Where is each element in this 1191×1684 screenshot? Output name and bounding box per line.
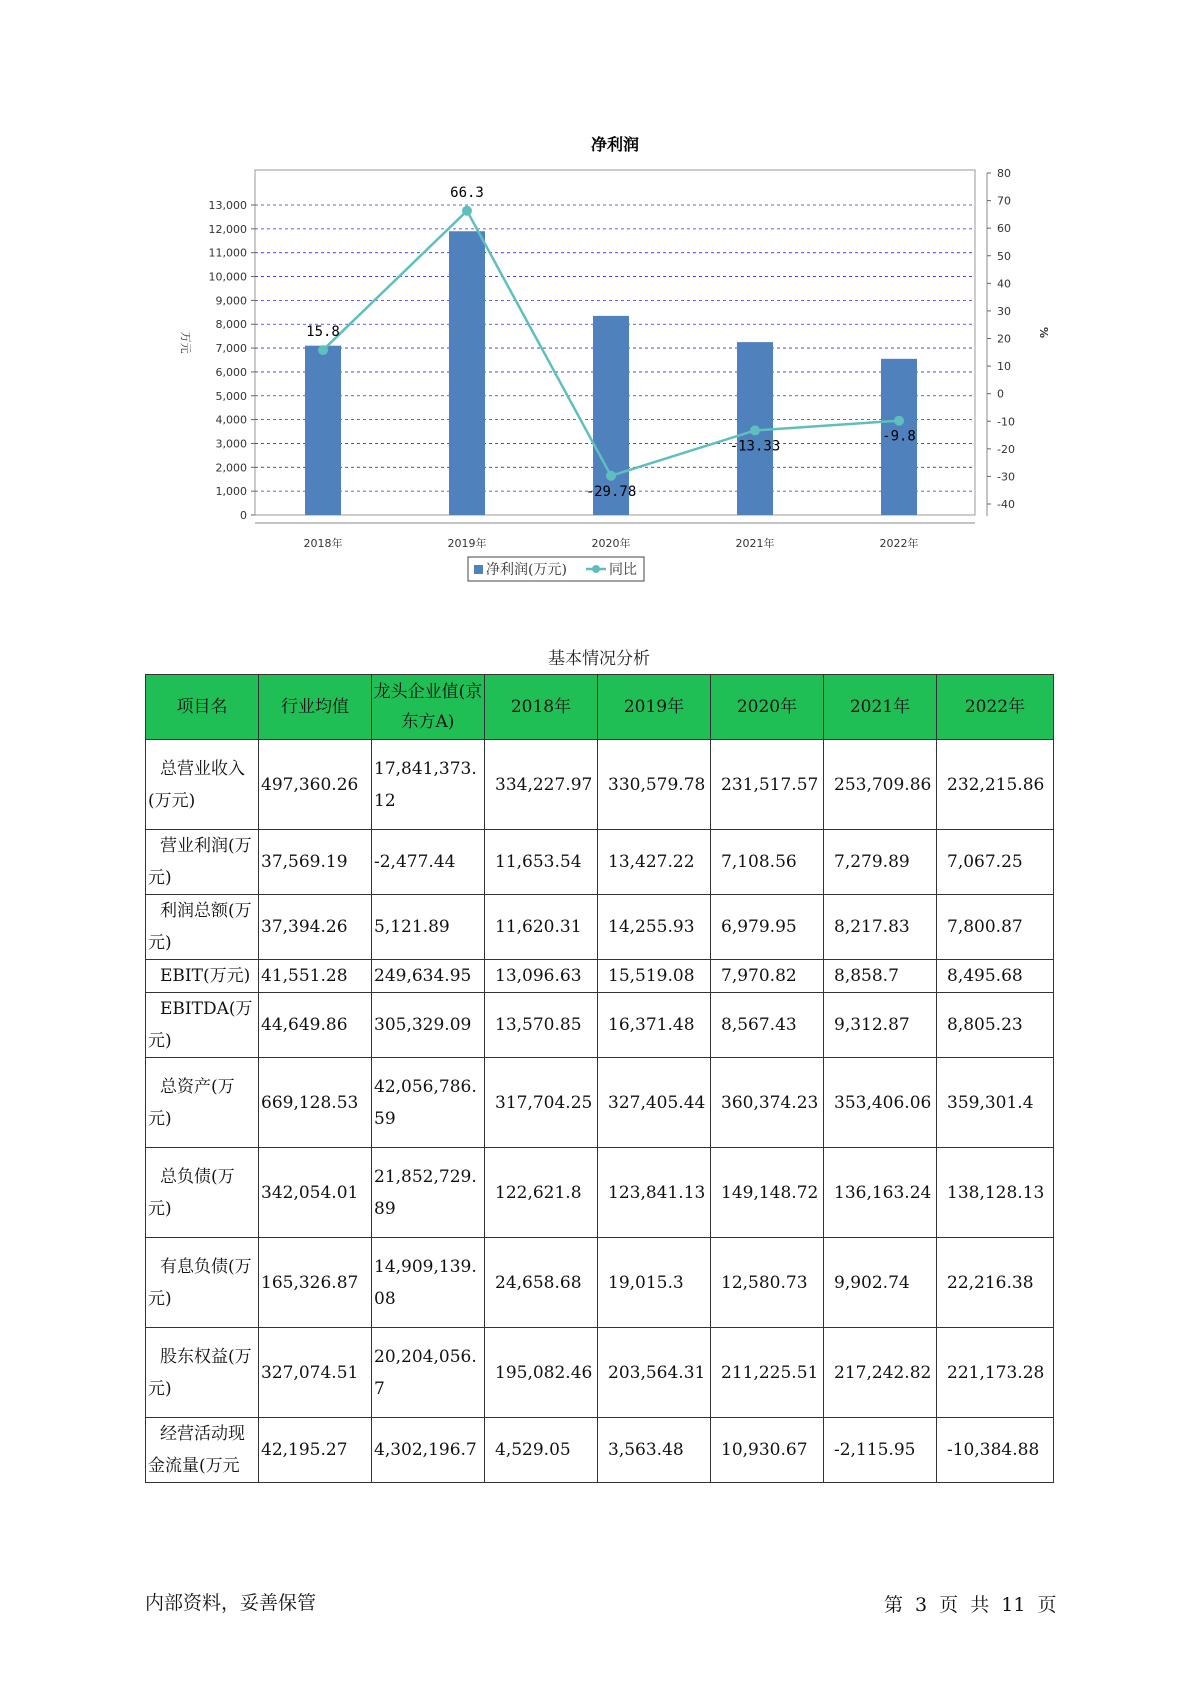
- row-label: 总负债(万元): [146, 1148, 259, 1238]
- table-cell: 317,704.25: [485, 1058, 598, 1148]
- table-cell: 305,329.09: [372, 993, 485, 1058]
- row-label: 总资产(万元): [146, 1058, 259, 1148]
- table-cell: 249,634.95: [372, 960, 485, 993]
- table-cell: 211,225.51: [711, 1328, 824, 1418]
- table-cell: 138,128.13: [937, 1148, 1054, 1238]
- row-label: 经营活动现金流量(万元: [146, 1418, 259, 1483]
- right-tick-label: 80: [997, 167, 1011, 180]
- basic-analysis-table: [145, 674, 1054, 1483]
- table-row: [146, 740, 1054, 830]
- right-tick-label: 0: [997, 387, 1004, 401]
- table-cell: 149,148.72: [711, 1148, 824, 1238]
- table-cell: 669,128.53: [259, 1058, 372, 1148]
- left-tick-label: 0: [240, 509, 247, 522]
- table-cell: 7,970.82: [711, 960, 824, 993]
- table-cell: 353,406.06: [824, 1058, 937, 1148]
- table-cell: 13,570.85: [485, 993, 598, 1058]
- left-tick-label: 12,000: [208, 222, 247, 236]
- header-2021: 2021年: [824, 675, 937, 740]
- x-tick-label: 2022年: [879, 537, 919, 550]
- table-cell: 37,569.19: [259, 830, 372, 895]
- table-cell: 359,301.4: [937, 1058, 1054, 1148]
- x-tick-label: 2020年: [591, 537, 631, 550]
- table-cell: 7,279.89: [824, 830, 937, 895]
- table-cell: 11,653.54: [485, 830, 598, 895]
- right-tick-label: -30: [997, 470, 1015, 484]
- table-cell: 3,563.48: [598, 1418, 711, 1483]
- table-cell: 24,658.68: [485, 1238, 598, 1328]
- table-cell: -2,115.95: [824, 1418, 937, 1483]
- table-cell: 14,909,139.08: [372, 1238, 485, 1328]
- table-cell: 9,312.87: [824, 993, 937, 1058]
- data-label-yoy: 66.3: [450, 184, 484, 201]
- table-cell: 497,360.26: [259, 740, 372, 830]
- table-cell: 7,067.25: [937, 830, 1054, 895]
- table-cell: 253,709.86: [824, 740, 937, 830]
- left-tick-label: 3,000: [215, 437, 247, 451]
- data-label-yoy: 15.8: [306, 324, 340, 341]
- point-yoy: [318, 345, 328, 355]
- left-tick-label: 8,000: [215, 318, 247, 332]
- table-row: [146, 1148, 1054, 1238]
- table-cell: 10,930.67: [711, 1418, 824, 1483]
- table-cell: 4,302,196.7: [372, 1418, 485, 1483]
- table-row: [146, 1418, 1054, 1483]
- data-label-yoy: -29.78: [585, 483, 637, 500]
- right-tick-label: 50: [997, 249, 1011, 263]
- legend-bar-swatch: [474, 565, 483, 574]
- left-tick-label: 11,000: [208, 246, 247, 260]
- chart-canvas: [160, 130, 1050, 600]
- right-axis-label: %: [1037, 326, 1050, 339]
- row-label: 总营业收入(万元): [146, 740, 259, 830]
- table-cell: 41,551.28: [259, 960, 372, 993]
- left-tick-label: 10,000: [208, 270, 247, 284]
- table-cell: 7,108.56: [711, 830, 824, 895]
- left-tick-label: 6,000: [215, 365, 247, 379]
- row-label: 有息负债(万元): [146, 1238, 259, 1328]
- table-cell: 22,216.38: [937, 1238, 1054, 1328]
- table-cell: 8,858.7: [824, 960, 937, 993]
- legend-line-marker: [592, 565, 600, 573]
- table-cell: -10,384.88: [937, 1418, 1054, 1483]
- table-cell: 19,015.3: [598, 1238, 711, 1328]
- left-tick-label: 4,000: [215, 413, 247, 427]
- table-cell: 11,620.31: [485, 895, 598, 960]
- table-cell: 4,529.05: [485, 1418, 598, 1483]
- table-cell: 8,217.83: [824, 895, 937, 960]
- left-tick-label: 7,000: [215, 342, 247, 356]
- table-title: 基本情况分析: [548, 649, 650, 669]
- table-cell: 6,979.95: [711, 895, 824, 960]
- table-row: [146, 895, 1054, 960]
- x-tick-label: 2021年: [735, 537, 775, 550]
- left-tick-label: 9,000: [215, 294, 247, 308]
- footer-confidential-note: 内部资料，妥善保管: [145, 1592, 317, 1614]
- right-tick-label: -20: [997, 442, 1015, 456]
- net-profit-chart: [160, 130, 1050, 600]
- right-tick-label: -40: [997, 498, 1015, 511]
- table-cell: 20,204,056.7: [372, 1328, 485, 1418]
- row-label: 利润总额(万元): [146, 895, 259, 960]
- table-cell: 12,580.73: [711, 1238, 824, 1328]
- right-tick-label: 40: [997, 277, 1011, 291]
- chart-title: 净利润: [590, 135, 640, 154]
- table-cell: 15,519.08: [598, 960, 711, 993]
- table-cell: 203,564.31: [598, 1328, 711, 1418]
- table-cell: 13,096.63: [485, 960, 598, 993]
- point-yoy: [894, 416, 904, 426]
- table-cell: 37,394.26: [259, 895, 372, 960]
- table-cell: 327,405.44: [598, 1058, 711, 1148]
- left-tick-label: 13,000: [208, 199, 247, 212]
- right-tick-label: -10: [997, 415, 1015, 429]
- table-row: [146, 1238, 1054, 1328]
- table-cell: 360,374.23: [711, 1058, 824, 1148]
- table-cell: 232,215.86: [937, 740, 1054, 830]
- table-row: [146, 1058, 1054, 1148]
- table-cell: 136,163.24: [824, 1148, 937, 1238]
- header-industry-avg: 行业均值: [259, 675, 372, 740]
- row-label: 营业利润(万元): [146, 830, 259, 895]
- table-cell: 221,173.28: [937, 1328, 1054, 1418]
- table-cell: 21,852,729.89: [372, 1148, 485, 1238]
- header-item-name: 项目名: [146, 675, 259, 740]
- table-cell: 231,517.57: [711, 740, 824, 830]
- right-tick-label: 70: [997, 194, 1011, 208]
- right-tick-label: 30: [997, 304, 1011, 318]
- right-tick-label: 10: [997, 360, 1011, 374]
- point-yoy: [462, 206, 472, 216]
- table-cell: 195,082.46: [485, 1328, 598, 1418]
- table-cell: 9,902.74: [824, 1238, 937, 1328]
- table-cell: 14,255.93: [598, 895, 711, 960]
- table-row: [146, 830, 1054, 895]
- point-yoy: [750, 425, 760, 435]
- header-2020: 2020年: [711, 675, 824, 740]
- x-tick-label: 2018年: [303, 537, 343, 550]
- table-cell: 8,805.23: [937, 993, 1054, 1058]
- left-tick-label: 2,000: [215, 461, 247, 475]
- table-cell: 16,371.48: [598, 993, 711, 1058]
- point-yoy: [606, 471, 616, 481]
- table-row: [146, 993, 1054, 1058]
- table-cell: 8,495.68: [937, 960, 1054, 993]
- header-leader-value: 龙头企业值(京东方A): [372, 675, 485, 740]
- left-axis-label: 万元: [179, 331, 192, 354]
- table-cell: 217,242.82: [824, 1328, 937, 1418]
- table-cell: 17,841,373.12: [372, 740, 485, 830]
- table-cell: 342,054.01: [259, 1148, 372, 1238]
- row-label: EBITDA(万元): [146, 993, 259, 1058]
- right-tick-label: 60: [997, 222, 1011, 236]
- bar-net-profit: [305, 346, 341, 515]
- table-cell: 7,800.87: [937, 895, 1054, 960]
- row-label: EBIT(万元): [146, 960, 259, 993]
- right-tick-label: 20: [997, 332, 1011, 346]
- header-2022: 2022年: [937, 675, 1054, 740]
- data-label-yoy: -13.33: [729, 438, 781, 455]
- table-row: [146, 960, 1054, 993]
- bar-net-profit: [449, 231, 485, 515]
- table-row: [146, 1328, 1054, 1418]
- row-label: 股东权益(万元): [146, 1328, 259, 1418]
- table-cell: 334,227.97: [485, 740, 598, 830]
- table-cell: 42,056,786.59: [372, 1058, 485, 1148]
- table-cell: 123,841.13: [598, 1148, 711, 1238]
- table-cell: 42,195.27: [259, 1418, 372, 1483]
- x-tick-label: 2019年: [447, 537, 487, 550]
- legend-line-label: 同比: [609, 562, 637, 578]
- left-tick-label: 5,000: [215, 389, 247, 403]
- legend-bar-label: 净利润(万元): [486, 562, 567, 578]
- table-cell: 8,567.43: [711, 993, 824, 1058]
- table-cell: 330,579.78: [598, 740, 711, 830]
- table-header-row: [146, 675, 1054, 740]
- table-cell: -2,477.44: [372, 830, 485, 895]
- header-2019: 2019年: [598, 675, 711, 740]
- table-cell: 122,621.8: [485, 1148, 598, 1238]
- footer-page-number: 第 3 页 共 11 页: [884, 1594, 1057, 1616]
- table-cell: 44,649.86: [259, 993, 372, 1058]
- table-cell: 13,427.22: [598, 830, 711, 895]
- table-cell: 165,326.87: [259, 1238, 372, 1328]
- table-cell: 5,121.89: [372, 895, 485, 960]
- header-2018: 2018年: [485, 675, 598, 740]
- data-label-yoy: -9.8: [882, 428, 916, 445]
- table-cell: 327,074.51: [259, 1328, 372, 1418]
- left-tick-label: 1,000: [215, 485, 247, 499]
